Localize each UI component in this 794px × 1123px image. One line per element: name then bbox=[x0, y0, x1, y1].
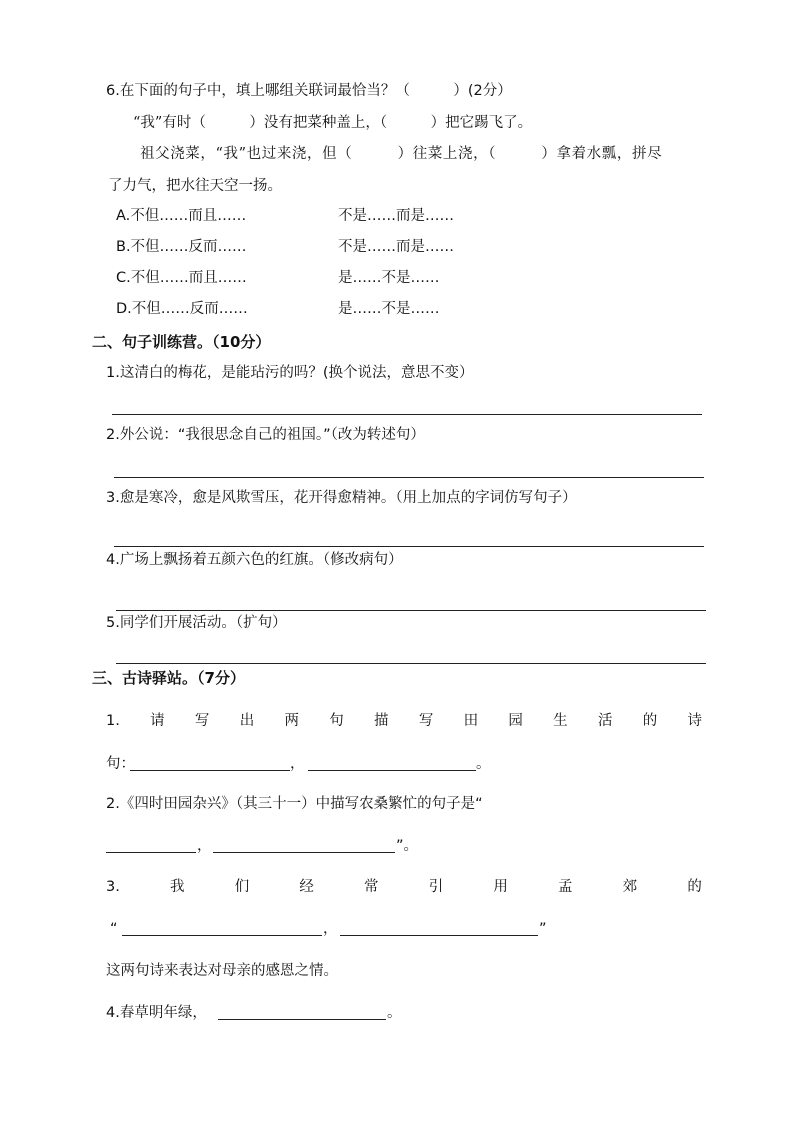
s2-item-1: 1.这清白的梅花，是能玷污的吗？(换个说法，意思不变） bbox=[106, 365, 474, 381]
s2-answer-line-5[interactable] bbox=[116, 663, 706, 664]
s3-q1-blank-2[interactable] bbox=[308, 770, 476, 771]
s3-q3-char: 经 bbox=[299, 879, 314, 895]
s3-q1-char: 的 bbox=[642, 713, 658, 729]
s3-q3-char: 的 bbox=[687, 879, 702, 895]
s3-q1-char: 诗 bbox=[687, 713, 702, 729]
s2-item-2: 2.外公说：“我很思念自己的祖国。”（改为转述句） bbox=[106, 427, 425, 443]
s3-q1-line2-start: 句： bbox=[106, 756, 135, 772]
s3-q1-char: 园 bbox=[508, 713, 523, 729]
s3-q3-blank-2[interactable] bbox=[340, 935, 538, 936]
s3-q2-text: 2.《四时田园杂兴》（其三十一）中描写农桑繁忙的句子是“ bbox=[106, 796, 483, 812]
s3-q1-char: 请 bbox=[150, 713, 165, 729]
s3-q1-char: 1. bbox=[106, 713, 120, 729]
s3-q1-comma: ， bbox=[290, 756, 305, 772]
q6-option-a-left: A.不但……而且…… bbox=[116, 208, 247, 224]
s3-q1-period: 。 bbox=[476, 756, 491, 772]
s3-q3-char: 们 bbox=[234, 879, 250, 895]
s3-q3-char: 孟 bbox=[558, 879, 573, 895]
s3-q4-text: 4.春草明年绿， bbox=[106, 1005, 207, 1021]
s3-q1-char: 田 bbox=[463, 713, 479, 729]
s3-q2-blank-1[interactable] bbox=[106, 852, 196, 853]
q6-sentence-2: 祖父浇菜，“我”也过来浇，但（ ）往菜上浇，（ ）拿着水瓢，拼尽 bbox=[140, 146, 663, 162]
s3-q3-open-quote: “ bbox=[110, 921, 118, 937]
section2-heading: 二、句子训练营。（10分） bbox=[92, 333, 271, 351]
s3-q1-char: 描 bbox=[374, 713, 389, 729]
s3-q1-char: 出 bbox=[239, 713, 255, 729]
s2-answer-line-4[interactable] bbox=[116, 610, 706, 611]
s3-q3-char: 引 bbox=[428, 879, 444, 895]
s3-q3-line bbox=[106, 878, 702, 896]
s3-q1-char: 两 bbox=[284, 713, 299, 729]
s3-q1-char: 活 bbox=[597, 713, 613, 729]
s3-q3-char: 用 bbox=[493, 879, 508, 895]
s2-item-3: 3.愈是寒冷，愈是风欺雪压，花开得愈精神。（用上加点的字词仿写句子） bbox=[106, 490, 577, 506]
q6-option-d-left: D.不但……反而…… bbox=[116, 301, 248, 317]
s2-answer-line-3[interactable] bbox=[114, 546, 704, 547]
q6-option-c-left: C.不但……而且…… bbox=[116, 270, 247, 286]
s3-q3-char: 3. bbox=[106, 879, 120, 895]
q6-option-c-right: 是……不是…… bbox=[338, 270, 440, 286]
s3-q3-comma: ， bbox=[323, 921, 338, 937]
s3-q1-char: 句 bbox=[329, 713, 344, 729]
s3-q2-blank-2[interactable] bbox=[213, 852, 395, 853]
q6-title: 6.在下面的句子中，填上哪组关联词最恰当？（ ）(2分） bbox=[106, 83, 512, 99]
q6-option-b-left: B.不但……反而…… bbox=[116, 239, 247, 255]
s3-q1-blank-1[interactable] bbox=[130, 770, 290, 771]
s3-q3-char: 我 bbox=[170, 879, 185, 895]
s2-item-5: 5.同学们开展活动。（扩句） bbox=[106, 615, 287, 631]
q6-option-a-right: 不是……而是…… bbox=[338, 208, 454, 224]
q6-option-d-right: 是……不是…… bbox=[338, 301, 440, 317]
s3-q3-blank-1[interactable] bbox=[122, 935, 322, 936]
s3-q3-close-quote: ” bbox=[539, 921, 547, 937]
q6-option-b-right: 不是……而是…… bbox=[338, 239, 454, 255]
s3-q3-char: 常 bbox=[364, 879, 379, 895]
s3-q1-char: 生 bbox=[553, 713, 568, 729]
s3-q4-blank[interactable] bbox=[218, 1019, 386, 1020]
s2-item-4: 4.广场上飘扬着五颜六色的红旗。（修改病句） bbox=[106, 552, 403, 568]
s3-q4-period: 。 bbox=[387, 1005, 402, 1021]
section3-heading: 三、古诗驿站。（7分） bbox=[92, 669, 245, 687]
s2-answer-line-2[interactable] bbox=[114, 477, 704, 478]
q6-sentence-1: “我”有时（ ）没有把菜种盖上，（ ）把它踢飞了。 bbox=[133, 115, 533, 131]
s3-q1-char: 写 bbox=[418, 713, 434, 729]
s3-q2-end: ”。 bbox=[396, 838, 419, 854]
s2-answer-line-1[interactable] bbox=[112, 414, 702, 415]
s3-q1-char: 写 bbox=[194, 713, 210, 729]
q6-sentence-3: 了力气，把水往天空一扬。 bbox=[108, 178, 282, 194]
s3-q1-line bbox=[106, 712, 702, 730]
s3-q3-char: 郊 bbox=[622, 879, 638, 895]
s3-q2-comma: ， bbox=[197, 838, 212, 854]
s3-q3-tail: 这两句诗来表达对母亲的感恩之情。 bbox=[106, 963, 338, 979]
